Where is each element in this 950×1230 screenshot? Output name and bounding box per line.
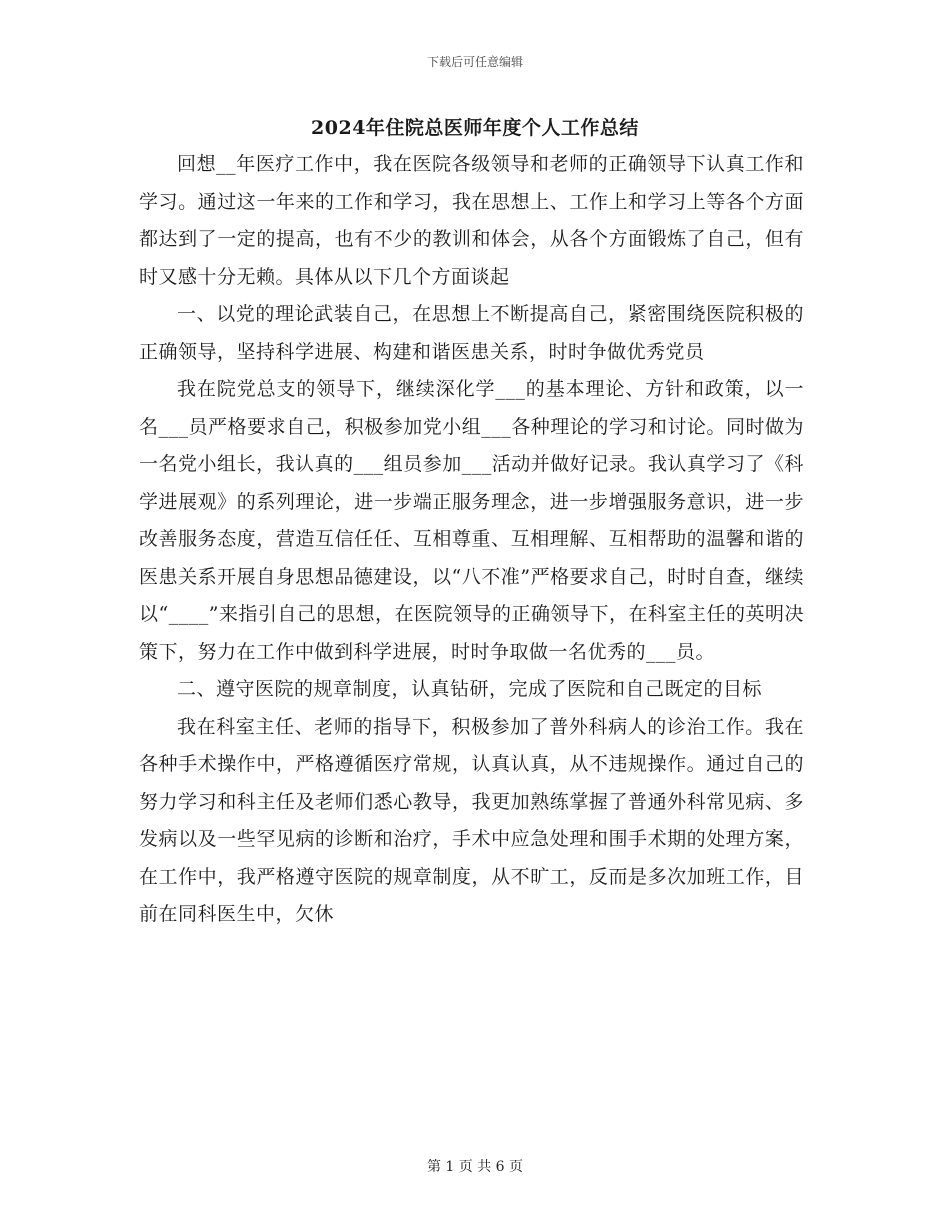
paragraph-section-1-heading: 一、以党的理论武装自己，在思想上不断提高自己，紧密围绕医院积极的正确领导，坚持科学进展、构建和谐医患关系，时时争做优秀党员 [139, 303, 804, 363]
paragraph-section-2-heading: 二、遵守医院的规章制度，认真钻研，完成了医院和自己既定的目标 [177, 678, 763, 700]
paragraph-section-2-body: 我在科室主任、老师的指导下，积极参加了普外科病人的诊治工作。我在各种手术操作中，严格遵循医疗常规，认真认真，从不违规操作。通过自己的努力学习和科主任及老师们悉心教导，我更加熟练掌握了普通外科常见病、多发病以及一些罕见病的诊断和治疗，手术中应急处理和围手术期的处理方案，在工作中，我严格遵守医院的规章制度，从不旷工，反而是多次加班工作，目前在同科医生中，欠休 [139, 715, 804, 925]
document-title: 2024年住院总医师年度个人工作总结 [311, 117, 639, 139]
page-number: 第 1 页 共 6 页 [426, 1159, 524, 1175]
paragraph-intro: 回想__年医疗工作中，我在医院各级领导和老师的正确领导下认真工作和学习。通过这一年来的工作和学习，我在思想上、工作上和学习上等各个方面都达到了一定的提高，也有不少的教训和体会，从各个方面锻炼了自己，但有时又感十分无赖。具体从以下几个方面谈起 [139, 153, 804, 288]
document-body [139, 146, 804, 934]
paragraph-section-1-body: 我在院党总支的领导下，继续深化学___的基本理论、方针和政策，以一名___员严格要求自己，积极参加党小组___各种理论的学习和讨论。同时做为一名党小组长，我认真的___组员参加___活动并做好记录。我认真学习了《科学进展观》的系列理论，进一步端正服务理念，进一步增强服务意识，进一步改善服务态度，营造互信任任、互相尊重、互相理解、互相帮助的温馨和谐的医患关系开展自身思想品德建设，以“八不准”严格要求自己，时时自查，继续以“____”来指引自己的思想，在医院领导的正确领导下，在科室主任的英明决策下，努力在工作中做到科学进展，时时争取做一名优秀的___员。 [139, 378, 804, 663]
page-header-note: 下载后可任意编辑 [426, 55, 523, 69]
